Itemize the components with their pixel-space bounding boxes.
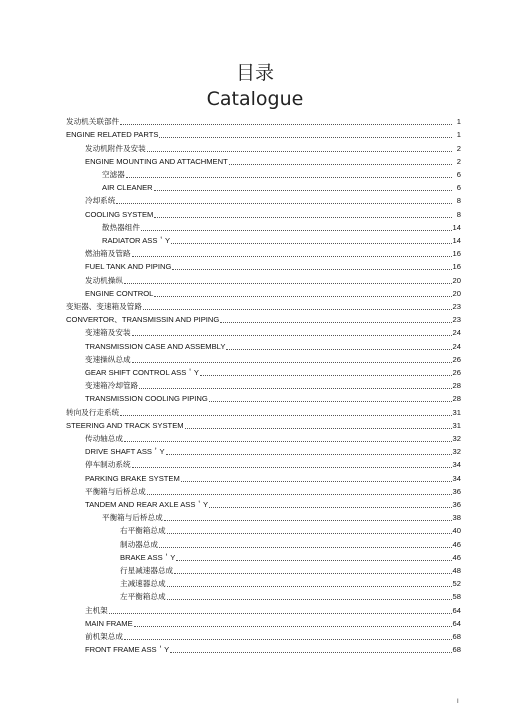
toc-dot-leader [120,415,451,416]
toc-entry-page-number: 23 [452,315,461,325]
toc-entry-page-number: 40 [452,526,461,536]
toc-entry-label: 前机架总成 [85,631,123,641]
toc-entry-label: 行星减速器总成 [120,565,174,575]
toc-entry[interactable] [85,338,461,351]
toc-entry-page-number: 38 [452,513,461,523]
toc-entry[interactable] [85,444,461,457]
toc-entry-label: 制动器总成 [120,539,158,549]
toc-entry-page-number: 32 [452,433,461,443]
toc-entry-page-number: 20 [452,275,461,285]
toc-entry[interactable] [85,286,461,299]
toc-entry-page-number: 46 [452,539,461,549]
toc-entry-label: 变速箱冷却管路 [85,381,139,391]
toc-entry[interactable] [120,576,461,589]
toc-entry-page-number: 8 [456,209,461,219]
toc-entry-page-number: 28 [452,381,461,391]
toc-entry-page-number: 36 [452,499,461,509]
toc-dot-leader [164,520,452,521]
toc-entry-page-number: 58 [452,592,461,602]
toc-entry[interactable] [85,325,461,338]
toc-dot-leader [167,599,452,600]
toc-dot-leader [167,533,452,534]
toc-dot-leader [134,626,452,627]
toc-entry[interactable] [85,193,461,206]
toc-entry-page-number: 6 [456,169,461,179]
toc-entry-page-number: 34 [452,460,461,470]
toc-dot-leader [124,441,452,442]
toc-dot-leader [132,256,452,257]
toc-entry[interactable] [66,312,461,325]
toc-entry-label: TRANSMISSION CASE AND ASSEMBLY [85,341,226,351]
toc-entry[interactable] [85,352,461,365]
toc-dot-leader [200,375,452,376]
toc-entry-page-number: 26 [452,367,461,377]
toc-entry[interactable] [85,272,461,285]
toc-entry[interactable] [66,127,461,140]
toc-entry-label: 右平衡箱总成 [120,526,166,536]
toc-entry[interactable] [85,497,461,510]
toc-dot-leader [167,586,452,587]
toc-dot-leader [141,230,452,231]
toc-entry-label: AIR CLEANER [102,183,153,193]
toc-dot-leader [116,203,452,204]
toc-entry[interactable] [66,418,461,431]
toc-entry[interactable] [120,523,461,536]
toc-entry-label: MAIN FRAME [85,618,133,628]
toc-entry-label: COOLING SYSTEM [85,209,154,219]
toc-entry-label: GEAR SHIFT CONTROL ASS＇Y [85,367,199,377]
toc-entry-label: 转向及行走系统 [66,407,120,417]
toc-entry[interactable] [120,536,461,549]
toc-dot-leader [170,652,451,653]
toc-entry-page-number: 28 [452,394,461,404]
toc-entry-page-number: 1 [456,117,461,127]
toc-dot-leader [185,428,452,429]
toc-entry[interactable] [85,629,461,642]
toc-entry-label: 传动轴总成 [85,433,123,443]
toc-entry-label: FUEL TANK AND PIPING [85,262,172,272]
toc-entry-label: CONVERTOR、TRANSMISSIN AND PIPING [66,315,220,325]
toc-entry-page-number: 34 [452,473,461,483]
toc-entry-page-number: 26 [452,354,461,364]
toc-entry-label: STEERING AND TRACK SYSTEM [66,420,184,430]
toc-dot-leader [147,494,452,495]
toc-entry[interactable] [85,431,461,444]
toc-entry-page-number: 31 [452,407,461,417]
toc-dot-leader [226,349,451,350]
toc-entry-label: 散热器组件 [102,222,140,232]
toc-dot-leader [154,217,452,218]
toc-entry[interactable] [85,470,461,483]
toc-entry-page-number: 14 [452,235,461,245]
toc-entry[interactable] [85,259,461,272]
toc-entry-label: ENGINE RELATED PARTS [66,130,159,140]
toc-dot-leader [126,177,452,178]
toc-dot-leader [176,560,451,561]
toc-dot-leader [147,151,452,152]
toc-entry-page-number: 24 [452,328,461,338]
toc-entry[interactable] [66,404,461,417]
toc-entry[interactable] [120,563,461,576]
toc-entry-label: DRIVE SHAFT ASS＇Y [85,447,165,457]
toc-dot-leader [166,454,452,455]
toc-entry-page-number: 16 [452,262,461,272]
toc-entry-page-number: 8 [456,196,461,206]
toc-entry-page-number: 24 [452,341,461,351]
toc-entry-label: ENGINE MOUNTING AND ATTACHMENT [85,156,228,166]
toc-dot-leader [143,309,452,310]
toc-entry-label: ENGINE CONTROL [85,288,154,298]
toc-entry[interactable] [66,299,461,312]
toc-dot-leader [139,388,451,389]
toc-entry-label: 左平衡箱总成 [120,592,166,602]
toc-entry-label: 主减速器总成 [120,579,166,589]
toc-entry-label: 发动机附件及安装 [85,143,146,153]
toc-entry[interactable] [85,391,461,404]
toc-entry-page-number: 68 [452,631,461,641]
toc-dot-leader [209,507,451,508]
toc-entry-label: 变矩器、变速箱及管路 [66,301,142,311]
toc-entry-label: 变速箱及安装 [85,328,131,338]
toc-dot-leader [154,190,452,191]
toc-entry-page-number: 52 [452,579,461,589]
toc-entry-label: 冷却系统 [85,196,116,206]
toc-entry[interactable] [85,602,461,615]
toc-entry-page-number: 2 [456,156,461,166]
toc-dot-leader [159,137,452,138]
toc-entry[interactable] [66,114,461,127]
toc-entry[interactable] [85,616,461,629]
toc-dot-leader [181,481,452,482]
toc-entry[interactable] [85,246,461,259]
toc-entry-page-number: 31 [452,420,461,430]
toc-entry[interactable] [85,154,461,167]
toc-entry[interactable] [102,167,461,180]
toc-entry-page-number: 68 [452,645,461,655]
toc-entry[interactable] [85,140,461,153]
toc-entry[interactable] [102,233,461,246]
toc-entry[interactable] [102,510,461,523]
toc-entry-page-number: 64 [452,605,461,615]
toc-entry[interactable] [120,589,461,602]
catalogue-title-english: Catalogue [206,88,304,110]
toc-entry-page-number: 14 [452,222,461,232]
toc-entry[interactable] [85,457,461,470]
toc-dot-leader [154,296,451,297]
toc-dot-leader [171,243,451,244]
toc-dot-leader [172,269,451,270]
toc-entry-label: PARKING BRAKE SYSTEM [85,473,180,483]
toc-dot-leader [132,467,452,468]
toc-dot-leader [132,335,452,336]
toc-entry[interactable] [85,378,461,391]
toc-dot-leader [124,639,452,640]
toc-entry-label: 发动机操纵 [85,275,123,285]
catalogue-title-chinese: 目录 [235,62,274,84]
toc-dot-leader [109,613,452,614]
toc-entry-page-number: 48 [452,565,461,575]
toc-entry-label: 停车制动系统 [85,460,131,470]
toc-entry[interactable] [102,180,461,193]
toc-entry[interactable] [85,206,461,219]
toc-entry[interactable] [120,550,461,563]
toc-entry-label: FRONT FRAME ASS＇Y [85,645,170,655]
toc-entry-label: 平衡箱与后桥总成 [85,486,146,496]
toc-entry-label: TRANSMISSION COOLING PIPING [85,394,208,404]
toc-dot-leader [159,547,452,548]
page-number: I [457,699,459,705]
toc-entry-label: 发动机关联部件 [66,117,120,127]
toc-entry-label: 空滤器 [102,169,125,179]
toc-dot-leader [220,322,451,323]
toc-entry-label: 主机架 [85,605,108,615]
toc-entry-page-number: 23 [452,301,461,311]
toc-entry-label: BRAKE ASS＇Y [120,552,176,562]
toc-entry[interactable] [85,365,461,378]
toc-dot-leader [132,362,452,363]
toc-entry-page-number: 36 [452,486,461,496]
toc-entry-page-number: 32 [452,447,461,457]
toc-entry-label: 平衡箱与后桥总成 [102,513,163,523]
toc-dot-leader [229,164,452,165]
toc-entry-page-number: 16 [452,249,461,259]
toc-dot-leader [124,283,452,284]
toc-entry-page-number: 20 [452,288,461,298]
toc-entry[interactable] [85,642,461,655]
toc-entry-page-number: 46 [452,552,461,562]
toc-entry-page-number: 64 [452,618,461,628]
toc-entry[interactable] [102,220,461,233]
toc-entry-page-number: 2 [456,143,461,153]
toc-entry-page-number: 6 [456,183,461,193]
toc-dot-leader [174,573,451,574]
toc-entry-page-number: 1 [456,130,461,140]
toc-entry-label: 变速操纵总成 [85,354,131,364]
toc-entry-label: TANDEM AND REAR AXLE ASS＇Y [85,499,209,509]
toc-entry-label: 燃油箱及管路 [85,249,131,259]
toc-dot-leader [209,401,452,402]
toc-entry-label: RADIATOR ASS＇Y [102,235,171,245]
toc-dot-leader [120,124,452,125]
toc-entry[interactable] [85,484,461,497]
